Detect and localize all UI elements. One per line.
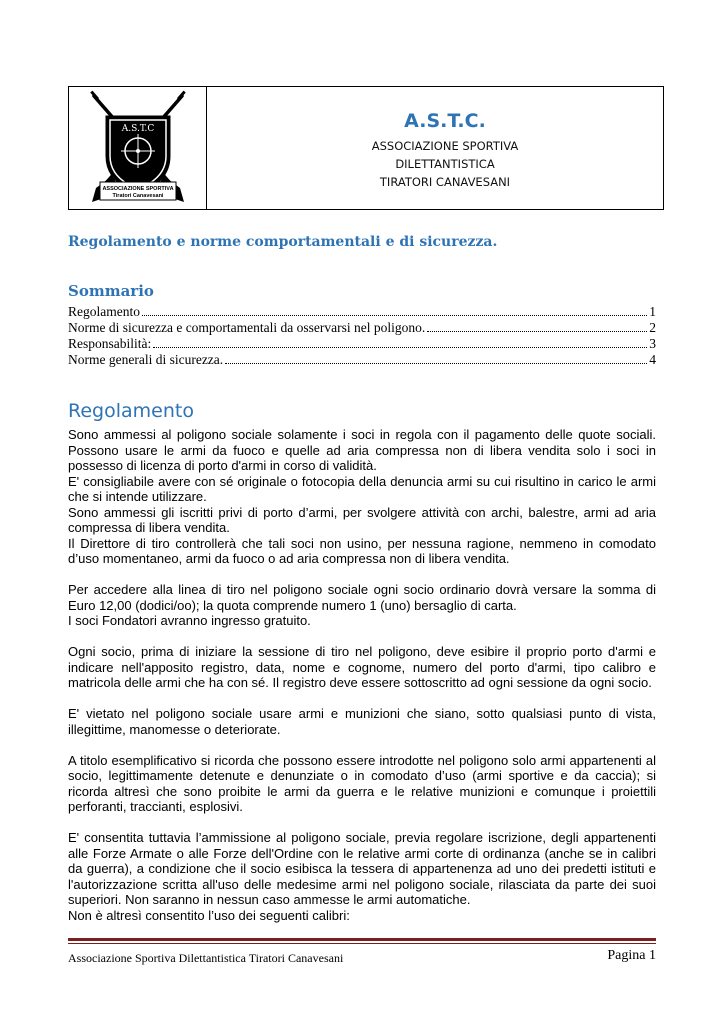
- footer-rule-thin: [68, 943, 656, 944]
- section-heading: Regolamento: [68, 400, 194, 422]
- toc-entry-page: 4: [649, 352, 656, 367]
- paragraph-gap: [68, 815, 656, 831]
- toc-dot-leader: [225, 363, 647, 364]
- toc-entry-label: Norme di sicurezza e comportamentali da osservarsi nel poligono.: [68, 320, 426, 335]
- toc-entry[interactable]: [68, 304, 656, 320]
- toc-dot-leader: [427, 331, 647, 332]
- letterhead: [68, 86, 664, 210]
- toc-entry-page: 1: [649, 304, 656, 319]
- document-title: Regolamento e norme comportamentali e di sicurezza.: [68, 234, 498, 250]
- paragraph: Sono ammessi gli iscritti privi di porto d’armi, per svolgere attività con archi, balestre, armi ad aria compressa di libera vendita.: [68, 504, 656, 535]
- toc-entry-label: Responsabilità:: [68, 336, 152, 351]
- body-text: [68, 427, 656, 923]
- paragraph: I soci Fondatori avranno ingresso gratuito.: [68, 613, 311, 628]
- paragraph-gap: [68, 567, 656, 583]
- paragraph: Il Direttore di tiro controllerà che tali soci non usino, per nessuna ragione, nemmeno in comodato d’uso momentaneo, armi da fuoco o ad aria compressa non di libera vendita.: [68, 535, 656, 566]
- paragraph: E' consentita tuttavia l’ammissione al poligono sociale, previa regolare iscrizione, degli appartenenti alle Forze Armate o alle Forze dell'Ordine con le relative armi corte di ordinanza (anche se in calibri da guerra), a condizione che il socio esibisca la tessera di appartenenza ad uno dei predetti istituti e l'autorizzazione scritta all'uso delle medesime armi nel poligono sociale, rilasciata da parte dei suoi superiori. Non saranno in nessun caso ammesse le armi automatiche.: [68, 830, 656, 907]
- footer-rule-thick: [68, 938, 656, 941]
- logo-top-text: A.S.T.C: [121, 124, 154, 134]
- toc-entry[interactable]: [68, 320, 656, 336]
- toc-dot-leader: [142, 315, 647, 316]
- paragraph-gap: [68, 737, 656, 753]
- astc-logo-icon: [80, 90, 196, 206]
- paragraph: Sono ammessi al poligono sociale solamente i soci in regola con il pagamento delle quote sociali. Possono usare le armi da fuoco e quelle ad aria compressa non di libera vendita solo i soci in possesso di licenza di porto d'armi in corso di validità.: [68, 427, 656, 473]
- footer-org-name: Associazione Sportiva Dilettantistica Tiratori Canavesani: [68, 951, 344, 965]
- logo-cell: [69, 87, 207, 209]
- logo-bottom-text-2: Tiratori Canavesani: [112, 193, 163, 199]
- paragraph: Ogni socio, prima di iniziare la sessione di tiro nel poligono, deve esibire il proprio porto d'armi e indicare nell'apposito registro, data, nome e cognome, numero del porto d'armi, tipo calibro e matricola delle armi che ha con sé. Il registro deve essere sottoscritto ad ogni sessione da ogni socio.: [68, 644, 656, 690]
- toc-entry-label: Regolamento: [68, 304, 140, 319]
- toc-entry[interactable]: [68, 352, 656, 368]
- org-name-line-3: TIRATORI CANAVESANI: [379, 174, 511, 189]
- paragraph: E' consigliabile avere con sé originale o fotocopia della denuncia armi su cui risultino in carico le armi che si intende utilizzare.: [68, 473, 656, 504]
- paragraph-gap: [68, 691, 656, 707]
- toc-entry-page: 3: [649, 336, 656, 351]
- toc-entry[interactable]: [68, 336, 656, 352]
- paragraph: Per accedere alla linea di tiro nel poligono sociale ogni socio ordinario dovrà versare la somma di Euro 12,00 (dodici/oo); la quota comprende numero 1 (uno) bersaglio di carta.: [68, 582, 656, 613]
- paragraph-gap: [68, 629, 656, 645]
- letterhead-title: [207, 87, 663, 209]
- logo-bottom-text-1: ASSOCIAZIONE SPORTIVA: [101, 186, 174, 192]
- paragraph: Non è altresì consentito l’uso dei seguenti calibri:: [68, 907, 350, 923]
- toc-heading: Sommario: [68, 282, 154, 300]
- toc-entry-label: Norme generali di sicurezza.: [68, 352, 224, 367]
- toc-dot-leader: [153, 347, 647, 348]
- org-name-line-1: ASSOCIAZIONE SPORTIVA: [371, 138, 519, 153]
- table-of-contents: [68, 304, 656, 368]
- paragraph: A titolo esemplificativo si ricorda che possono essere introdotte nel poligono solo armi appartenenti al socio, legittimamente detenute e denunziate o in comodato d’uso (armi sportive e da caccia); si ricorda altresì che sono proibite le armi da guerra e le relative munizioni e comunque i proiettili perforanti, traccianti, esplosivi.: [68, 752, 656, 814]
- footer-page-number: Pagina 1: [607, 948, 656, 963]
- footer-rule: [68, 938, 656, 944]
- toc-entry-page: 2: [649, 320, 656, 335]
- paragraph: E' vietato nel poligono sociale usare armi e munizioni che siano, sotto qualsiasi punto di vista, illegittime, manomesse o deteriorate.: [68, 706, 656, 737]
- org-name-line-2: DILETTANTISTICA: [395, 156, 495, 171]
- org-abbreviation: A.S.T.C.: [404, 109, 486, 132]
